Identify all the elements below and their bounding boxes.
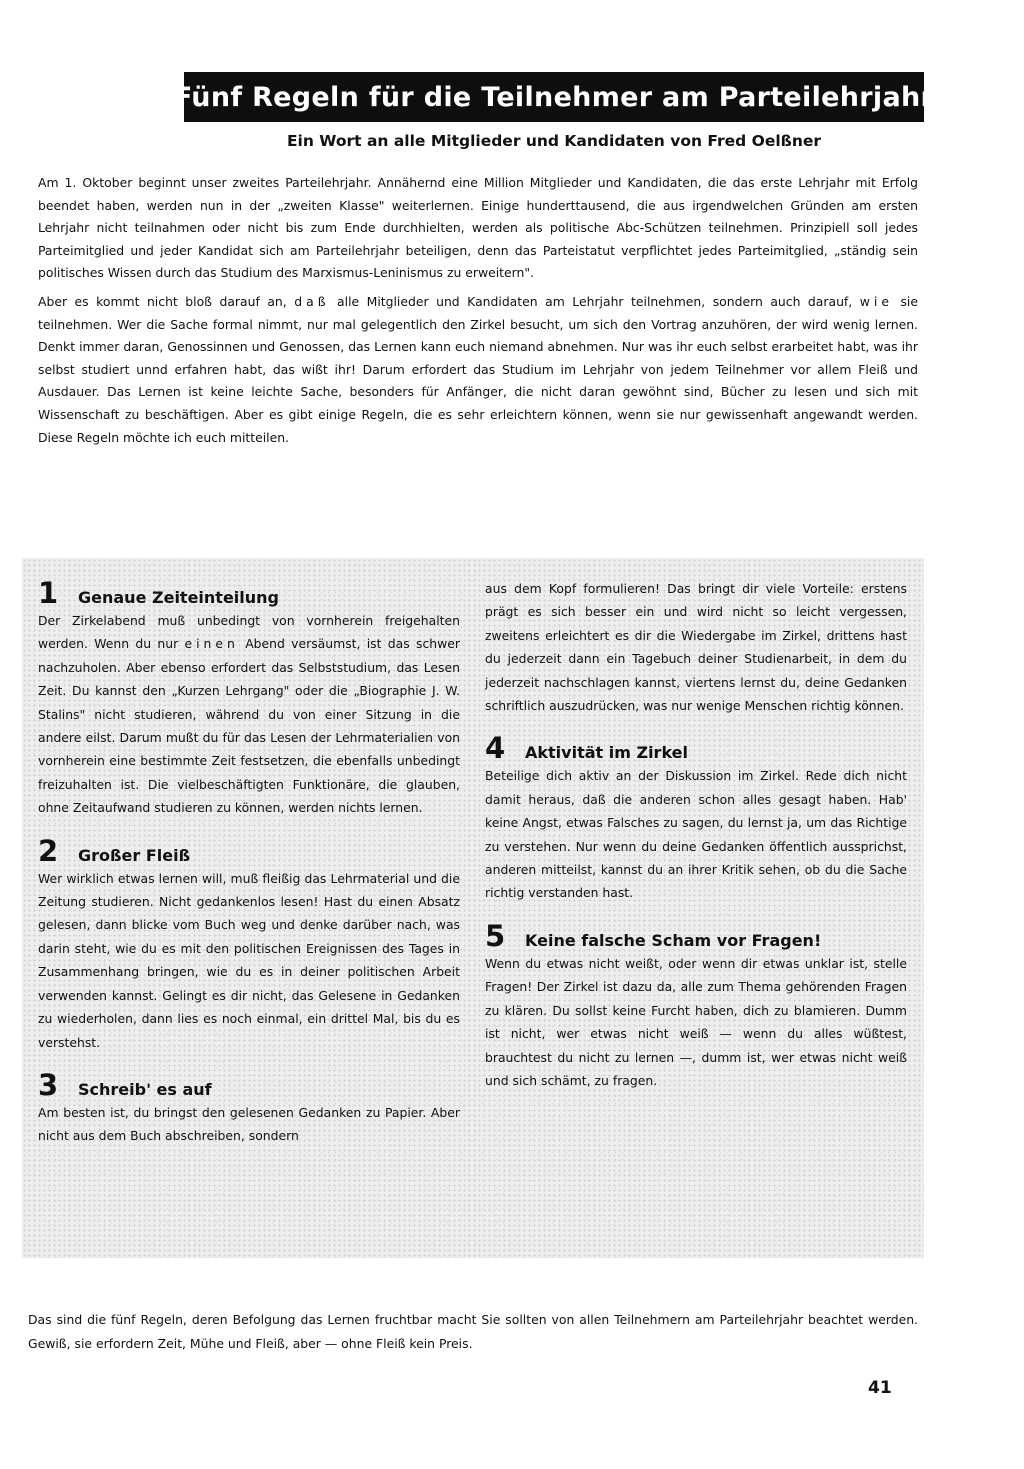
rule-4-text: Beteilige dich aktiv an der Diskussion im Zirkel. Rede dich nicht damit heraus, daß die anderen schon alles gesagt haben. Hab' keine Angst, etwas Falsches zu sagen, du lernst ja, um das Richtige zu verstehen. Nur wenn du deine Gedanken öffentlich aussprichst, anderen mitteilst, kannst du an ihrer Kritik sehen, ob du die Sache richtig verstanden hast. — [485, 768, 907, 901]
rule-2-number: 2 — [38, 833, 59, 868]
intro-p2-part-c: sie teilnehmen. Wer die Sache formal nimmt, nur mal gelegentlich den Zirkel besucht, um sich den Vortrag anzuhören, der wird wenig lernen. Denkt immer daran, Genossinnen und Genossen, das Lernen kann euch niemand abnehmen. Nur was ihr euch selbst erarbeitet habt, was ihr selbst studiert unnd erfahren habt, das wißt ihr! Darum erfordert das Studium im Lehrjahr von jedem Teilnehmer vor allem Fleiß und Ausdauer. Das Lernen ist keine leichte Sache, besonders für Anfänger, die nicht daran gewöhnt sind, Bücher zu lesen und sich mit Wissenschaft zu beschäftigen. Aber es gibt einige Regeln, die es sehr erleichtern können, wenn sie nur gewissenhaft angewandt werden. Diese Regeln möchte ich euch mitteilen. — [38, 293, 918, 445]
rule-4-number: 4 — [485, 731, 506, 766]
rules-column-right — [485, 577, 907, 1108]
intro-p2-spaced-dass: daß — [294, 293, 330, 309]
rule-3-heading — [38, 1067, 460, 1102]
intro-p2-spaced-wie: wie — [859, 293, 893, 309]
rule-1-text-a: Der Zirkelabend muß unbedingt von vornherein freigehalten werden. Wenn du nur — [38, 613, 460, 652]
rule-3-title: Schreib' es auf — [78, 1079, 212, 1099]
rule-3-number: 3 — [38, 1067, 59, 1102]
rule-3-text-left: Am besten ist, du bringst den gelesenen Gedanken zu Papier. Aber nicht aus dem Buch abschreiben, sondern — [38, 1104, 460, 1144]
rule-1-number: 1 — [38, 576, 59, 610]
rule-5-title: Keine falsche Scham vor Fragen! — [525, 930, 822, 950]
rule-1-text-spaced: einen — [184, 636, 239, 652]
rule-1-title: Genaue Zeiteinteilung — [78, 588, 279, 607]
title-bar — [173, 72, 935, 122]
rule-3-text-right: aus dem Kopf formulieren! Das bringt dir viele Vorteile: erstens prägt es sich besser ein und wird nicht so leicht vergessen, zweitens erleichtert es dir die Wiedergabe im Zirkel, drittens hast du jederzeit dann ein Tagebuch deiner Studienarbeit, in dem du jederzeit nachschlagen kannst, viertens lernst du, deine Gedanken schriftlich auszudrücken, was nur wenige Menschen richtig können. — [485, 581, 907, 714]
rule-2-title: Großer Fleiß — [78, 845, 191, 865]
intro-section — [38, 172, 918, 455]
rule-2-text: Wer wirklich etwas lernen will, muß fleißig das Lehrmaterial und die Zeitung studieren. Nicht gedankenlos lesen! Hast du einen Absatz gelesen, dann blicke vom Buch weg und denke darüber nach, was darin steht, wie du es mit den politischen Ereignissen des Tages in Zusammenhang bringen, wie du es in deiner politischen Arbeit verwenden kannst. Gelingt es dir nicht, das Gelesene in Gedanken zu wiederholen, dann lies es noch einmal, ein drittel Mal, bis du es verstehst. — [38, 870, 460, 1050]
subtitle: Ein Wort an alle Mitglieder und Kandidaten von Fred Oelßner — [286, 132, 822, 150]
rule-5-heading — [485, 918, 907, 953]
rule-5-number: 5 — [485, 918, 506, 953]
intro-paragraph-2 — [38, 291, 918, 449]
rule-4-heading — [485, 731, 907, 766]
page-number: 41 — [868, 1378, 892, 1398]
rule-2-heading — [38, 833, 460, 868]
rule-1-heading — [38, 578, 460, 608]
rule-4-title: Aktivität im Zirkel — [525, 743, 688, 763]
intro-p2-part-b: alle Mitglieder und Kandidaten am Lehrjahr teilnehmen, sondern auch darauf, — [337, 293, 853, 309]
rules-column-left — [38, 578, 460, 1164]
closing-paragraph: Das sind die fünf Regeln, deren Befolgung das Lernen fruchtbar macht Sie sollten von allen Teilnehmern am Parteilehrjahr beachtet werden. Gewiß, sie erfordern Zeit, Mühe und Fleiß, aber — ohne Fleiß kein Preis. — [28, 1312, 918, 1351]
rules-box — [22, 558, 924, 1258]
intro-p2-part-a: Aber es kommt nicht bloß darauf an, — [38, 293, 287, 309]
intro-paragraph-1: Am 1. Oktober beginnt unser zweites Parteilehrjahr. Annähernd eine Million Mitglieder und Kandidaten, die das erste Lehrjahr mit Erfolg beendet haben, werden nun in der „zweiten Klasse" weiterlernen. Einige hunderttausend, die aus irgendwelchen Gründen am ersten Lehrjahr nicht teilnahmen oder nicht bis zum Ende durchhielten, werden als politische Abc-Schützen teilnehmen. Prinzipiell soll jedes Parteimitglied und jeder Kandidat sich am Parteilehrjahr beteiligen, denn das Parteistatut verpflichtet jedes Parteimitglied, „ständig sein politisches Wissen durch das Studium des Marxismus-Leninismus zu erweitern". — [38, 175, 918, 281]
rule-1-text — [38, 609, 460, 820]
page-title: Fünf Regeln für die Teilnehmer am Parteilehrjahr — [173, 81, 935, 113]
rule-1-text-b: Abend versäumst, ist das schwer nachzuholen. Aber ebenso erfordert das Selbststudium, das Lesen Zeit. Du kannst den „Kurzen Lehrgang" oder die „Biographie J. W. Stalins" nicht studieren, während du von einer Sitzung in die andere eilst. Darum mußt du für das Lesen der Lehrmaterialien von vornherein eine bestimmte Zeit festsetzen, die ebenfalls unbedingt freizuhalten ist. Die vielbeschäftigten Funktionäre, die glauben, ohne Zeitaufwand studieren zu können, werden nichts lernen. — [38, 636, 460, 816]
rule-5-text: Wenn du etwas nicht weißt, oder wenn dir etwas unklar ist, stelle Fragen! Der Zirkel ist dazu da, alle zum Thema gehörenden Fragen zu klären. Du sollst keine Furcht haben, dich zu blamieren. Dumm ist nicht, wer etwas nicht weiß — wenn du alles wüßtest, brauchtest du nicht zu lernen —, dumm ist, wer etwas nicht weiß und sich schämt, zu fragen. — [485, 955, 907, 1088]
